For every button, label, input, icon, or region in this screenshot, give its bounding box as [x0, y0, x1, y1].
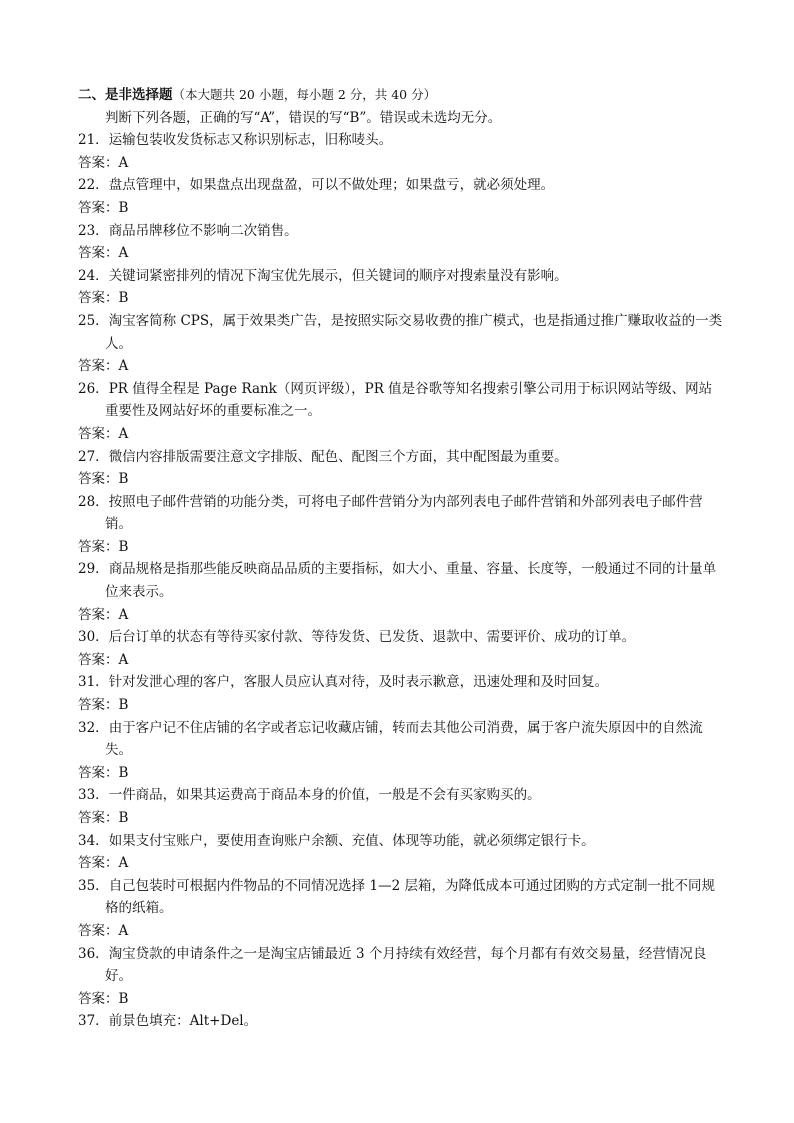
question-text: 运输包装收发货标志又称识别标志，旧称唛头。 — [108, 132, 393, 149]
question-number: 34． — [78, 832, 109, 849]
question-number: 36． — [78, 945, 109, 962]
answer-value: A — [118, 358, 129, 375]
section-note: （本大题共 20 小题，每小题 2 分，共 40 分） — [172, 87, 437, 102]
question-text-line — [78, 310, 723, 355]
question-item — [78, 129, 723, 174]
question-text: 淘宝贷款的申请条件之一是淘宝店铺最近 3 个月持续有效经营，每个月都有有效交易量，经营情况良好。 — [105, 945, 707, 985]
question-text-line — [78, 174, 723, 197]
section-instruction: 判断下列各题，正确的写“A”，错误的写“B”。错误或未选均无分。 — [105, 109, 502, 126]
question-item — [78, 265, 723, 310]
question-item — [78, 558, 723, 626]
section-title: 二、是非选择题 — [78, 87, 173, 103]
answer-line — [78, 852, 723, 875]
answer-label: 答案： — [78, 697, 119, 714]
question-text: 前景色填充：Alt+Del。 — [108, 1013, 258, 1030]
question-item — [78, 446, 723, 491]
question-text-line — [78, 671, 723, 694]
question-text: 一件商品，如果其运费高于商品本身的价值，一般是不会有买家购买的。 — [108, 787, 541, 804]
answer-label: 答案： — [78, 855, 119, 872]
question-item — [78, 671, 723, 716]
question-text-line — [78, 943, 723, 988]
answer-line — [78, 694, 723, 717]
answer-value: B — [118, 538, 129, 555]
answer-line — [78, 152, 723, 175]
answer-line — [78, 920, 723, 943]
answer-value: B — [118, 697, 129, 714]
answer-line — [78, 468, 723, 491]
answer-label: 答案： — [78, 290, 119, 307]
question-text-line — [78, 1010, 723, 1033]
answer-value: B — [118, 290, 129, 307]
question-number: 24． — [78, 267, 109, 284]
question-item — [78, 378, 723, 446]
question-text: 盘点管理中，如果盘点出现盘盈，可以不做处理；如果盘亏，就必须处理。 — [108, 177, 555, 194]
question-text-line — [78, 491, 723, 536]
answer-line — [78, 762, 723, 785]
question-text: 如果支付宝账户，要使用查询账户余额、充值、体现等功能，就必须绑定银行卡。 — [108, 832, 595, 849]
answer-line — [78, 242, 723, 265]
answer-line — [78, 423, 723, 446]
question-text-line — [78, 875, 723, 920]
answer-line — [78, 536, 723, 559]
answer-line — [78, 197, 723, 220]
question-item — [78, 491, 723, 559]
question-text: 针对发泄心理的客户，客服人员应认真对待，及时表示歉意，迅速处理和及时回复。 — [108, 674, 609, 691]
answer-value: A — [118, 245, 129, 262]
answer-value: B — [118, 990, 129, 1007]
answer-line — [78, 287, 723, 310]
question-text: 关键词紧密排列的情况下淘宝优先展示，但关键词的顺序对搜索量没有影响。 — [108, 267, 568, 284]
question-number: 28． — [78, 493, 109, 510]
question-text-line — [78, 378, 723, 423]
answer-label: 答案： — [78, 471, 119, 488]
question-item — [78, 717, 723, 785]
answer-value: B — [118, 810, 129, 826]
question-number: 25． — [78, 312, 109, 329]
question-item — [78, 626, 723, 671]
answer-value: A — [118, 425, 129, 442]
answer-label: 答案： — [78, 651, 119, 668]
question-number: 23． — [78, 222, 109, 239]
answer-value: A — [118, 922, 129, 939]
question-item — [78, 875, 723, 943]
question-number: 29． — [78, 561, 109, 578]
answer-label: 答案： — [78, 764, 119, 781]
question-text: PR 值得全程是 Page Rank（网页评级），PR 值是谷歌等知名搜索引擎公司用于标识网站等级、网站重要性及网站好坏的重要标准之一。 — [105, 380, 713, 420]
question-text-line — [78, 830, 723, 853]
answer-label: 答案： — [78, 425, 119, 442]
question-text-line — [78, 626, 723, 649]
question-number: 31． — [78, 674, 109, 691]
question-text: 微信内容排版需要注意文字排版、配色、配图三个方面，其中配图最为重要。 — [108, 448, 568, 465]
question-text: 淘宝客简称 CPS，属于效果类广告，是按照实际交易收费的推广模式，也是指通过推广赚取收益的一类人。 — [105, 312, 723, 352]
question-text-line — [78, 784, 723, 807]
question-item — [78, 1010, 723, 1033]
question-text: 由于客户记不住店铺的名字或者忘记收藏店铺，转而去其他公司消费，属于客户流失原因中的自然流失。 — [105, 719, 703, 759]
exam-content — [78, 84, 723, 1033]
question-item — [78, 943, 723, 1011]
question-list — [78, 129, 723, 1033]
question-number: 27． — [78, 448, 109, 465]
answer-value: A — [118, 154, 129, 171]
question-item — [78, 174, 723, 219]
question-text: 后台订单的状态有等待买家付款、等待发货、已发货、退款中、需要评价、成功的订单。 — [108, 629, 636, 646]
answer-value: B — [118, 199, 129, 216]
question-number: 26． — [78, 380, 109, 397]
answer-label: 答案： — [78, 538, 119, 555]
answer-label: 答案： — [78, 990, 119, 1007]
question-number: 35． — [78, 877, 109, 894]
answer-line — [78, 807, 723, 830]
question-item — [78, 310, 723, 378]
question-item — [78, 220, 723, 265]
answer-value: A — [118, 855, 129, 872]
answer-label: 答案： — [78, 606, 119, 623]
question-text-line — [78, 220, 723, 243]
answer-label: 答案： — [78, 199, 119, 216]
answer-label: 答案： — [78, 245, 119, 262]
question-text-line — [78, 717, 723, 762]
answer-value: A — [118, 606, 129, 623]
question-number: 22． — [78, 177, 109, 194]
question-text: 自己包装时可根据内件物品的不同情况选择 1—2 层箱，为降低成本可通过团购的方式定制一批不同规格的纸箱。 — [105, 877, 715, 917]
answer-label: 答案： — [78, 154, 119, 171]
question-text: 按照电子邮件营销的功能分类，可将电子邮件营销分为内部列表电子邮件营销和外部列表电子邮件营销。 — [105, 493, 703, 533]
question-number: 33． — [78, 787, 109, 804]
answer-value: B — [118, 764, 129, 781]
question-text: 商品吊牌移位不影响二次销售。 — [108, 222, 298, 239]
answer-line — [78, 355, 723, 378]
question-number: 32． — [78, 719, 109, 736]
answer-value: A — [118, 651, 129, 668]
answer-line — [78, 649, 723, 672]
question-number: 37． — [78, 1013, 109, 1030]
question-number: 30． — [78, 629, 109, 646]
question-item — [78, 784, 723, 829]
question-text: 商品规格是指那些能反映商品品质的主要指标，如大小、重量、容量、长度等，一般通过不同的计量单位来表示。 — [105, 561, 717, 601]
question-text-line — [78, 558, 723, 603]
answer-line — [78, 988, 723, 1011]
section-heading — [78, 84, 723, 107]
question-item — [78, 830, 723, 875]
question-text-line — [78, 129, 723, 152]
answer-label: 答案： — [78, 810, 119, 826]
question-text-line — [78, 446, 723, 469]
answer-label: 答案： — [78, 922, 119, 939]
question-text-line — [78, 265, 723, 288]
answer-line — [78, 604, 723, 627]
answer-label: 答案： — [78, 358, 119, 375]
question-number: 21． — [78, 132, 109, 149]
answer-value: B — [118, 471, 129, 488]
